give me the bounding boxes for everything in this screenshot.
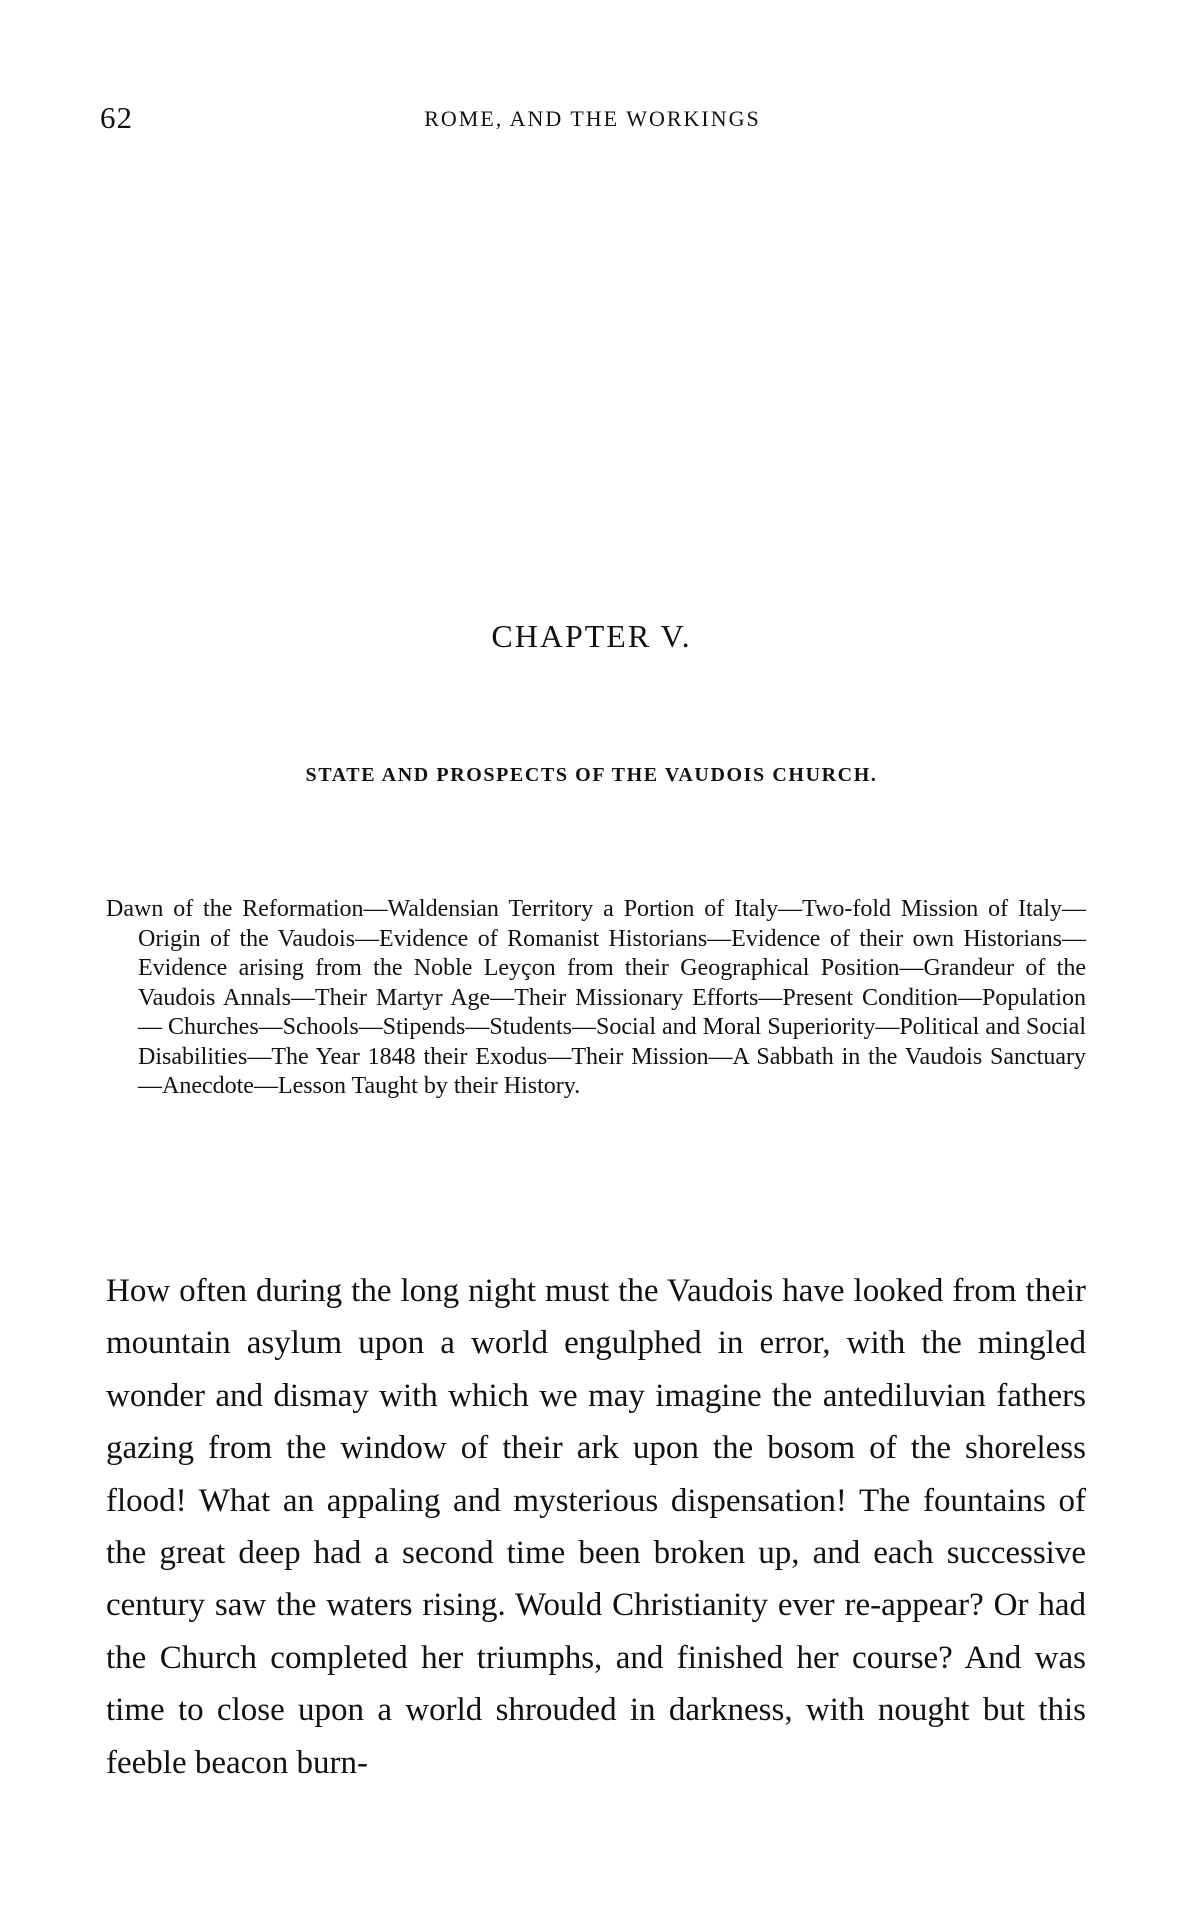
synopsis-text: Dawn of the Reformation—Waldensian Territory a Portion of Italy—Two-fold Mission of Italy—Origin of the Vaudois—Evidence of Romanist Historians—Evidence of their own Historians—Evidence arising from the Noble Leyçon from their Geographical Position—Grandeur of the Vaudois Annals—Their Martyr Age—Their Missionary Efforts—Present Condition—Population — Churches—Schools—Stipends—Students—Social and Moral Superiority—Political and Social Disabilities—The Year 1848 their Exodus—Their Mission—A Sabbath in the Vaudois Sanctuary —Anecdote—Lesson Taught by their History.	[106, 896, 1086, 1099]
chapter-synopsis	[106, 895, 1086, 1102]
chapter-title: STATE AND PROSPECTS OF THE VAUDOIS CHURCH.	[305, 764, 878, 786]
body-text	[106, 1265, 1086, 1789]
running-title: ROME, AND THE WORKINGS	[424, 106, 761, 131]
running-head	[100, 100, 1085, 140]
chapter-heading: CHAPTER V.	[491, 618, 692, 654]
page-number: 62	[100, 100, 133, 135]
body-paragraph: How often during the long night must the Vaudois have looked from their mountain asylum upon a world engulphed in error, with the mingled wonder and dismay with which we may imagine the antediluvian fathers gazing from the window of their ark upon the bosom of the shoreless flood! What an appaling and mysterious dispensation! The fountains of the great deep had a second time been broken up, and each successive century saw the waters rising. Would Christianity ever re-appear? Or had the Church completed her triumphs, and finished her course? And was time to close upon a world shrouded in darkness, with nought but this feeble beacon burn-	[106, 1273, 1086, 1781]
